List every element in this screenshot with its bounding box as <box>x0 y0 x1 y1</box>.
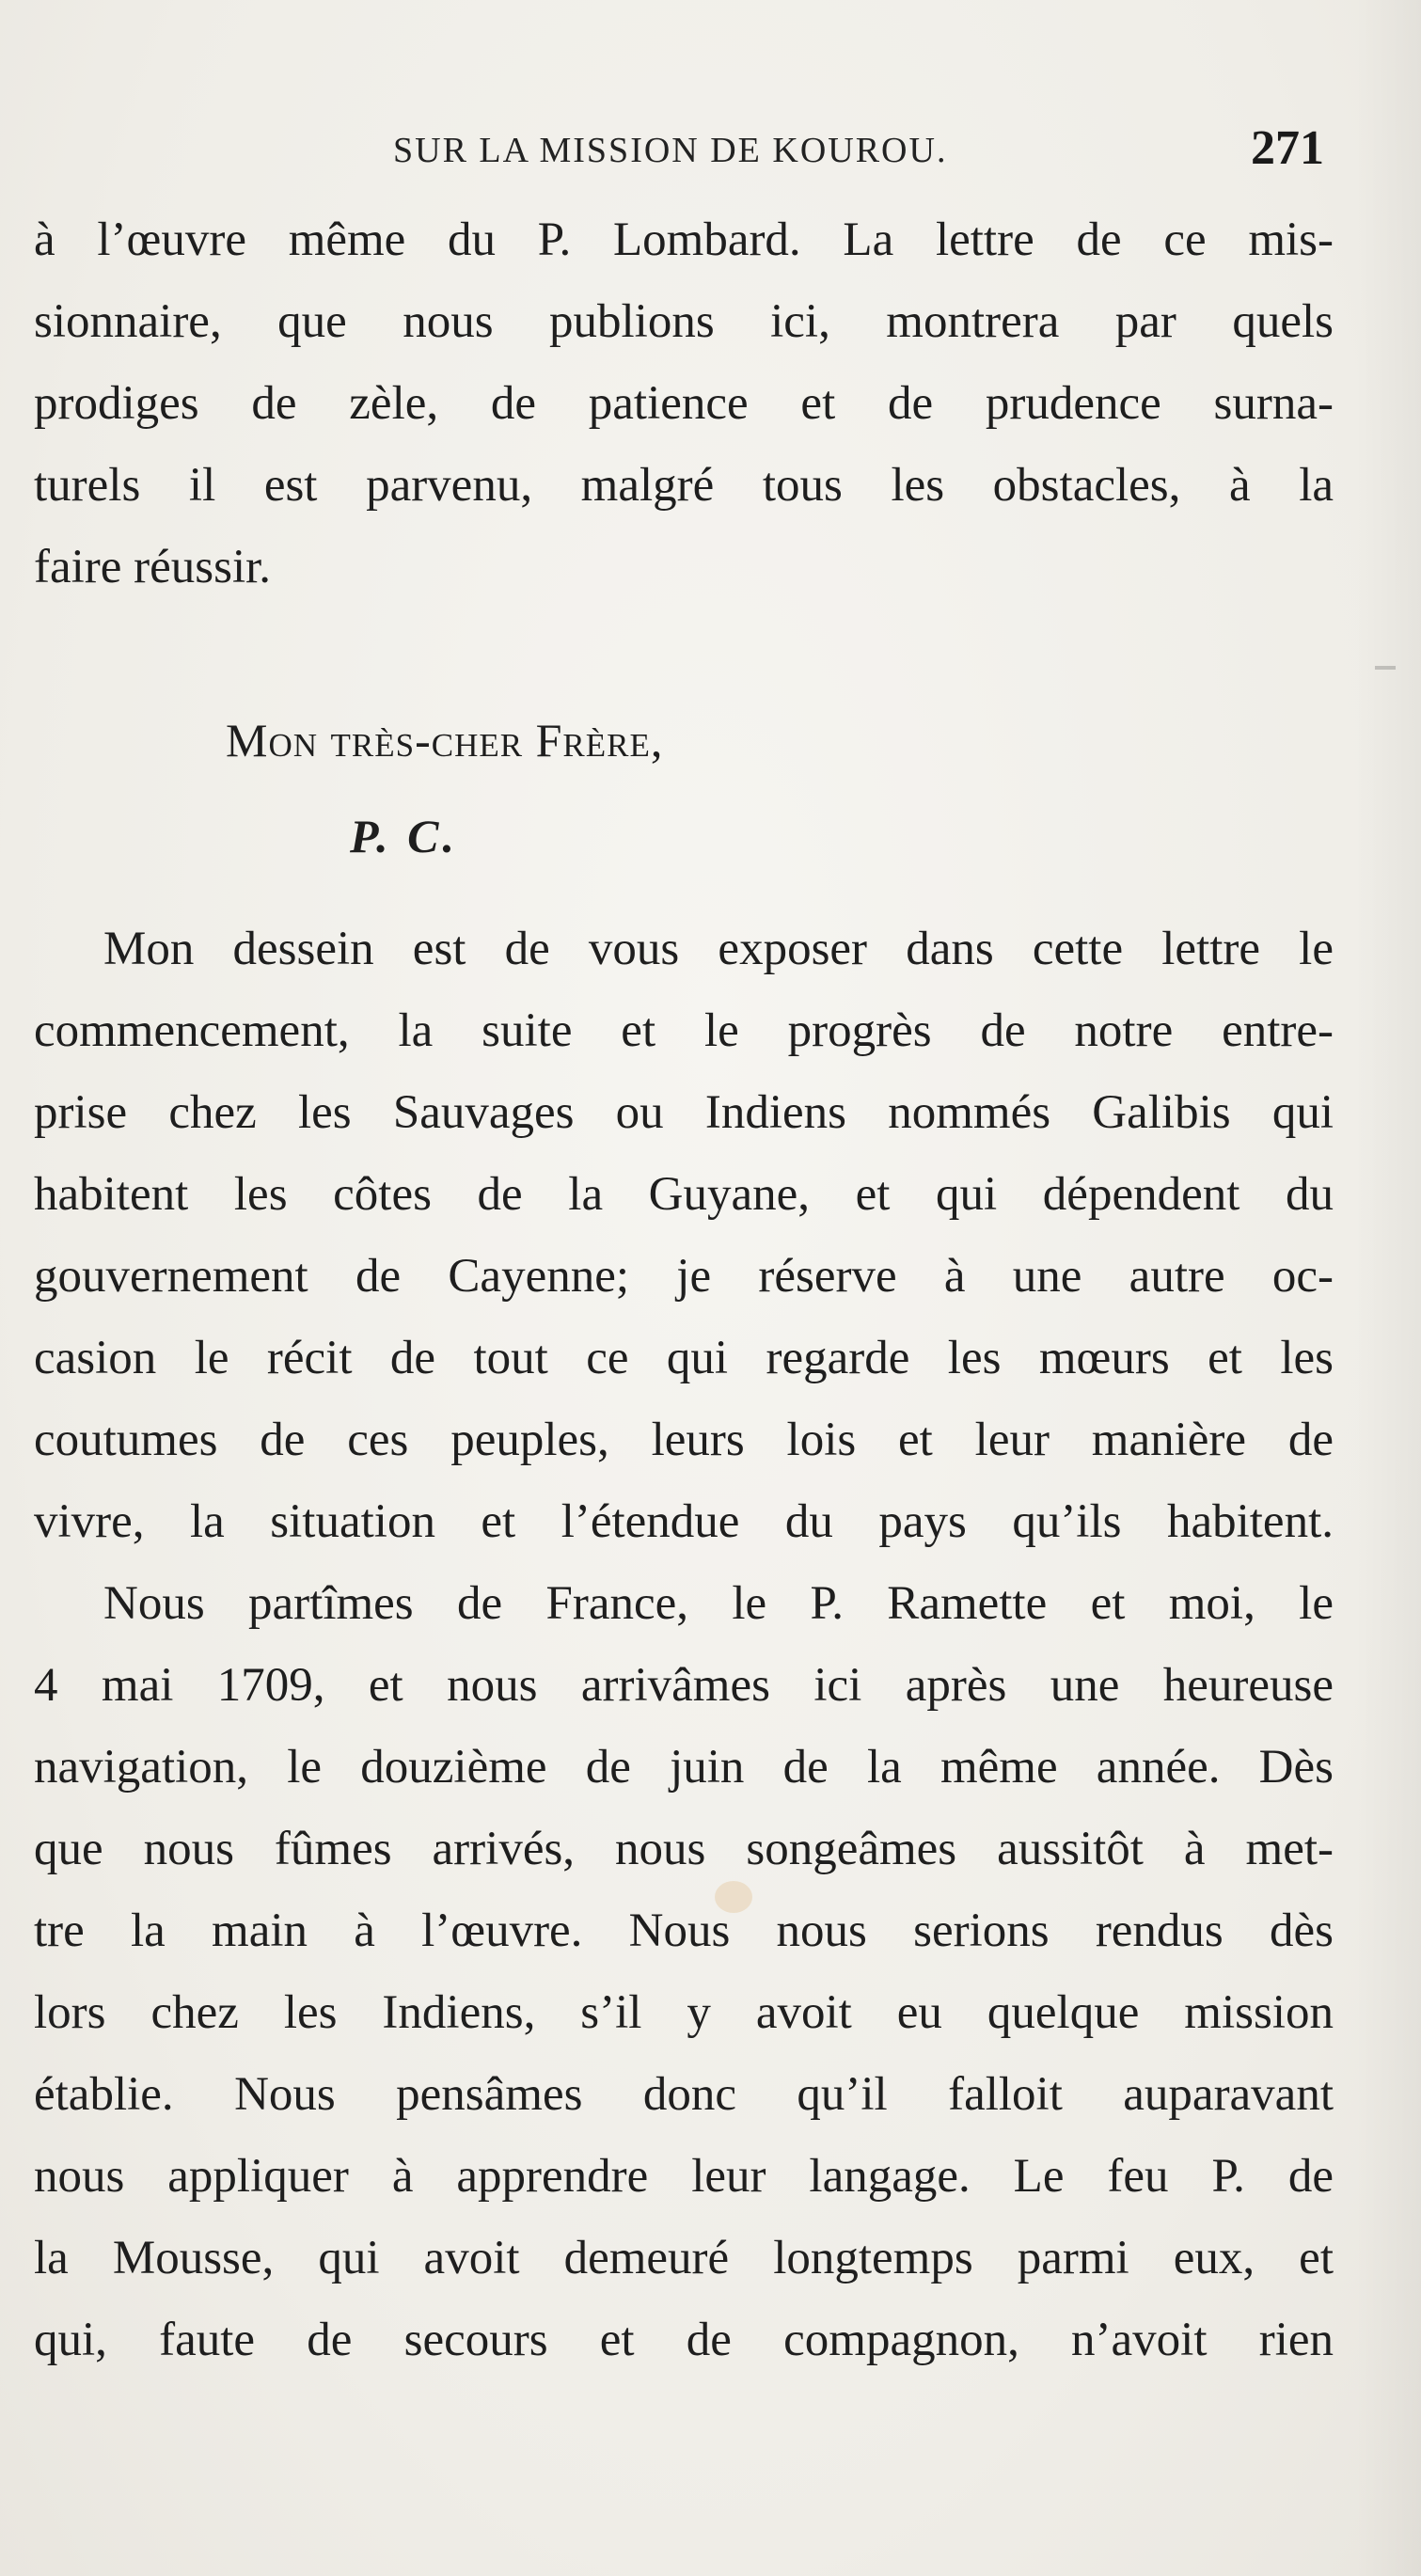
text-line: sionnaire, que nous publions ici, montrera par quels <box>34 295 1334 348</box>
page-edge-shadow <box>1355 0 1421 2576</box>
text-line: à l’œuvre même du P. Lombard. La lettre de ce mis- <box>34 213 1334 266</box>
text-line: prise chez les Sauvages ou Indiens nommés Galibis qui <box>34 1086 1334 1139</box>
text-line: nous appliquer à apprendre leur langage. Le feu P. de <box>34 2150 1334 2203</box>
letter-body <box>34 909 1334 2381</box>
text-line: 4 mai 1709, et nous arrivâmes ici après une heureuse <box>34 1659 1334 1712</box>
text-line: prodiges de zèle, de patience et de prudence surna- <box>34 377 1334 430</box>
letter-salutation: Mon très-cher Frère, <box>226 714 664 766</box>
text-line: commencement, la suite et le progrès de notre entre- <box>34 1004 1334 1057</box>
letter-pax-christi: P. C. <box>350 810 458 862</box>
running-head <box>0 120 1421 177</box>
page-edge-mark <box>1375 666 1396 670</box>
text-line: tre la main à l’œuvre. Nous nous serions rendus dès <box>34 1904 1334 1957</box>
text-line: navigation, le douzième de juin de la même année. Dès <box>34 1741 1334 1794</box>
text-line: habitent les côtes de la Guyane, et qui dépendent du <box>34 1168 1334 1221</box>
text-line: coutumes de ces peuples, leurs lois et leur manière de <box>34 1414 1334 1466</box>
paragraph-continuation <box>34 199 1334 608</box>
text-line: faire réussir. <box>34 541 272 593</box>
text-line: vivre, la situation et l’étendue du pays qu’ils habitent. <box>34 1495 1334 1548</box>
text-line: Nous partîmes de France, le P. Ramette et moi, le <box>103 1577 1334 1630</box>
text-line: que nous fûmes arrivés, nous songeâmes aussitôt à met- <box>34 1823 1334 1875</box>
text-line: lors chez les Indiens, s’il y avoit eu quelque mission <box>34 1986 1334 2039</box>
page-number: 271 <box>1251 121 1324 175</box>
text-line: casion le récit de tout ce qui regarde les mœurs et les <box>34 1332 1334 1384</box>
text-line: qui, faute de secours et de compagnon, n’avoit rien <box>34 2314 1334 2366</box>
running-title: SUR LA MISSION DE KOUROU. <box>393 131 948 170</box>
text-line: Mon dessein est de vous exposer dans cette lettre le <box>103 923 1334 975</box>
text-line: gouvernement de Cayenne; je réserve à une autre oc- <box>34 1250 1334 1303</box>
text-line: la Mousse, qui avoit demeuré longtemps parmi eux, et <box>34 2232 1334 2284</box>
text-line: turels il est parvenu, malgré tous les obstacles, à la <box>34 459 1334 512</box>
paper-stain <box>715 1881 752 1913</box>
text-line: établie. Nous pensâmes donc qu’il falloit auparavant <box>34 2068 1334 2121</box>
